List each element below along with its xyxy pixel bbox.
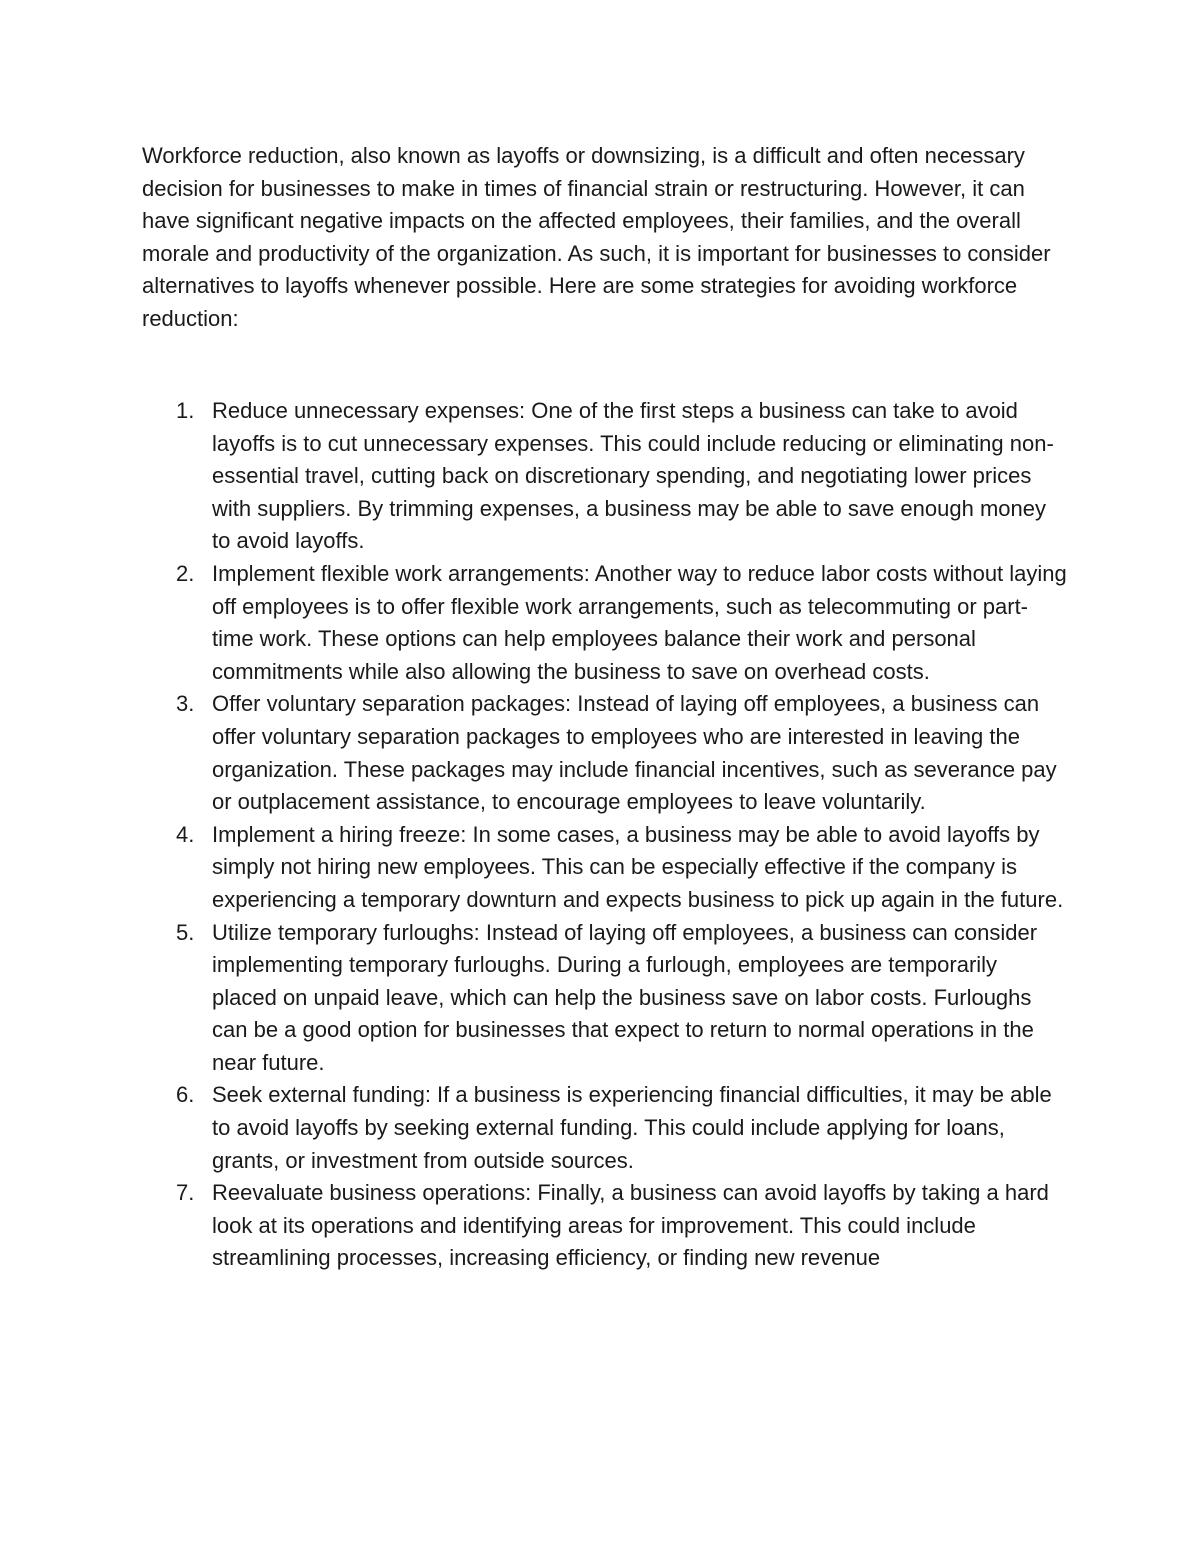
list-item: [142, 395, 1067, 558]
list-item: [142, 558, 1067, 688]
list-item: [142, 917, 1067, 1080]
list-item-body: Finally, a business can avoid layoffs by taking a hard look at its operations and identifying areas for improvement. This could include streamlining processes, increasing efficiency, or finding new revenue: [212, 1180, 1049, 1271]
list-item: [142, 688, 1067, 818]
list-item-number: 6.: [176, 1082, 195, 1108]
document-body: [142, 140, 1067, 1271]
list-item-number: 3.: [176, 691, 195, 717]
list-item: [142, 819, 1067, 917]
list-item-body: One of the first steps a business can take to avoid layoffs is to cut unnecessary expenses. This could include reducing or eliminating non-essential travel, cutting back on discretionary spending, and negotiating lower prices with suppliers. By trimming expenses, a business may be able to save enough money to avoid layoffs.: [212, 398, 1054, 554]
list-item-body: Instead of laying off employees, a business can consider implementing temporary furloughs. During a furlough, employees are temporarily placed on unpaid leave, which can help the business save on labor costs. Furloughs can be a good option for businesses that expect to return to normal operations in the near future.: [212, 919, 1038, 1075]
list-item-body: Another way to reduce labor costs without laying off employees is to offer flexible work arrangements, such as telecommuting or part-time work. These options can help employees balance their work and personal commitments while also allowing the business to save on overhead costs.: [212, 560, 1067, 684]
list-item-heading: Implement flexible work arrangements:: [212, 560, 595, 586]
list-item-heading: Implement a hiring freeze:: [212, 821, 473, 847]
list-item-number: 4.: [176, 821, 195, 847]
list-item-heading: Utilize temporary furloughs:: [212, 919, 486, 945]
list-item-heading: Reduce unnecessary expenses:: [212, 398, 532, 423]
list-item-number: 5.: [176, 919, 195, 945]
list-item: [142, 1079, 1067, 1177]
list-item-body: In some cases, a business may be able to avoid layoffs by simply not hiring new employees. This can be especially effective if the company is experiencing a temporary downturn and expects business to pick up again in the future.: [212, 821, 1064, 912]
list-item-heading: Offer voluntary separation packages:: [212, 691, 578, 717]
intro-paragraph: Workforce reduction, also known as layoffs or downsizing, is a difficult and often necessary decision for businesses to make in times of financial strain or restructuring. However, it can have significant negative impacts on the affected employees, their families, and the overall morale and productivity of the organization. As such, it is important for businesses to consider alternatives to layoffs whenever possible. Here are some strategies for avoiding workforce reduction:: [142, 143, 1051, 331]
list-item-body: Instead of laying off employees, a business can offer voluntary separation packages to employees who are interested in leaving the organization. These packages may include financial incentives, such as severance pay or outplacement assistance, to encourage employees to leave voluntarily.: [212, 691, 1057, 815]
list-item-heading: Reevaluate business operations:: [212, 1180, 538, 1206]
list-item-number: 2.: [176, 560, 195, 586]
strategy-list: [142, 395, 1067, 1275]
list-item-number: 7.: [176, 1180, 195, 1206]
list-item: [142, 1177, 1067, 1275]
list-item-body: If a business is experiencing financial difficulties, it may be able to avoid layoffs by seeking external funding. This could include applying for loans, grants, or investment from outside sources.: [212, 1082, 1052, 1173]
list-item-number: 1.: [176, 398, 195, 423]
list-item-heading: Seek external funding:: [212, 1082, 438, 1108]
